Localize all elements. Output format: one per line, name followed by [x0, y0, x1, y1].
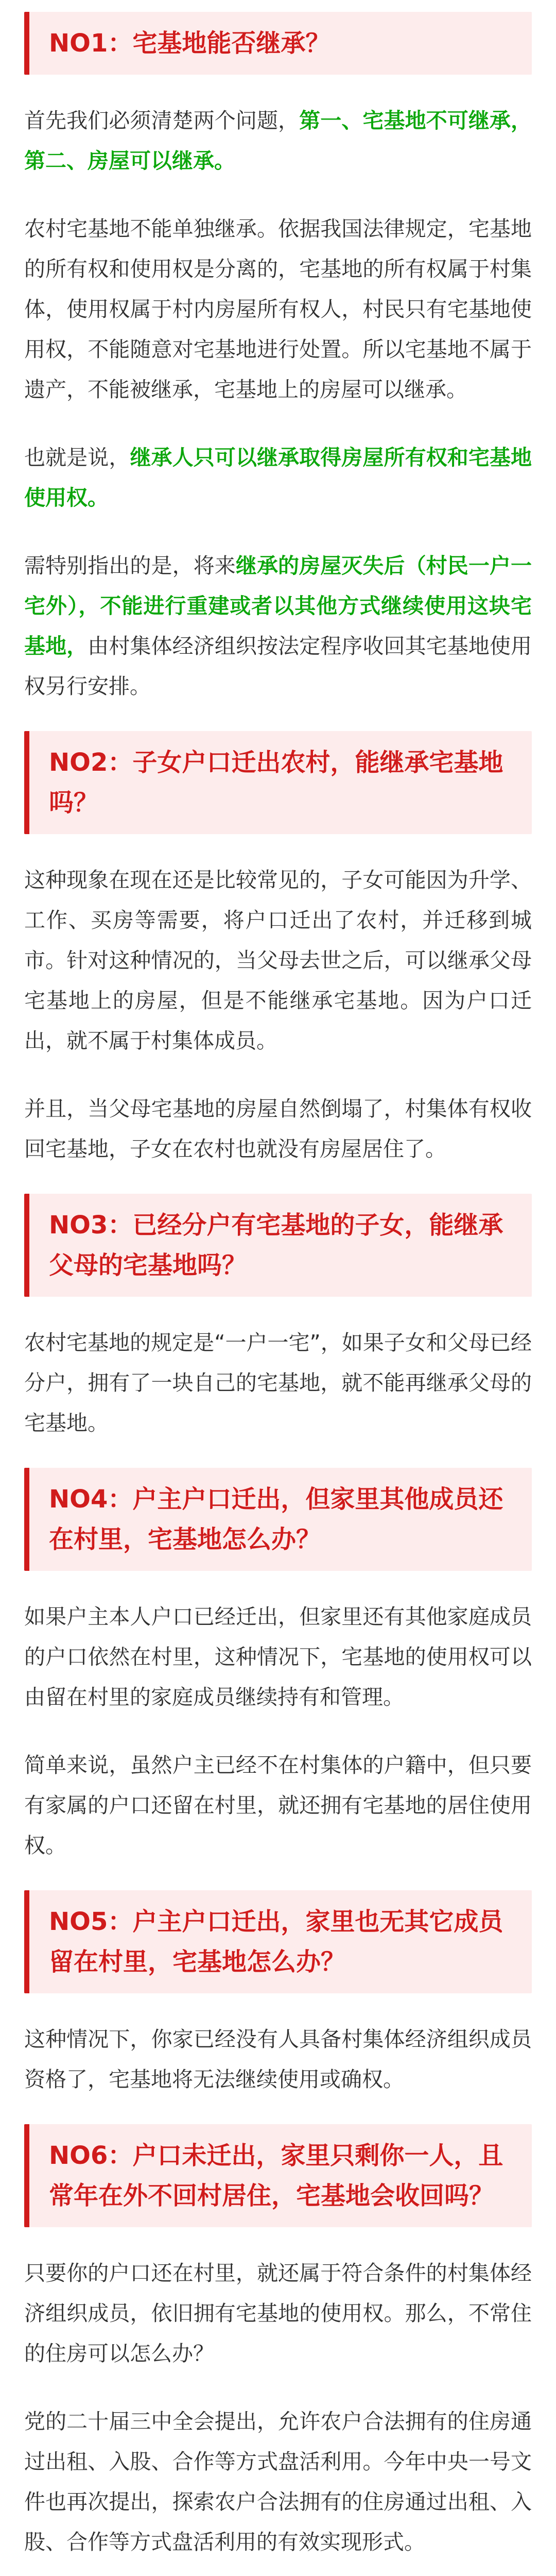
article-section — [24, 1468, 532, 1866]
article-section — [24, 12, 532, 706]
section-paragraph — [24, 1089, 532, 1169]
section-heading: NO2：子女户口迁出农村，能继承宅基地吗？ — [24, 731, 532, 834]
highlighted-text: 第一、宅基地不可继承，第二、房屋可以继承。 — [24, 108, 532, 173]
section-paragraph — [24, 2401, 532, 2562]
article — [0, 12, 556, 2576]
section-heading: NO5：户主户口迁出，家里也无其它成员留在村里，宅基地怎么办？ — [24, 1890, 532, 1993]
body-text: 农村宅基地的规定是“一户一宅”，如果子女和父母已经分户，拥有了一块自己的宅基地，就不能再继承父母的宅基地。 — [24, 1330, 532, 1435]
section-paragraph — [24, 860, 532, 1061]
article-section — [24, 731, 532, 1169]
section-heading: NO4：户主户口迁出，但家里其他成员还在村里，宅基地怎么办？ — [24, 1468, 532, 1571]
body-text: 简单来说，虽然户主已经不在村集体的户籍中，但只要有家属的户口还留在村里，就还拥有宅基地的居住使用权。 — [24, 1753, 532, 1858]
section-heading: NO1：宅基地能否继承？ — [24, 12, 532, 75]
section-paragraph — [24, 1745, 532, 1866]
section-heading: NO6：户口未迁出，家里只剩你一人，且常年在外不回村居住，宅基地会收回吗？ — [24, 2124, 532, 2227]
section-paragraph — [24, 1323, 532, 1443]
highlighted-text: 继承人只可以继承取得房屋所有权和宅基地使用权。 — [24, 445, 532, 510]
section-paragraph — [24, 2253, 532, 2374]
article-section — [24, 1194, 532, 1443]
body-text: 党的二十届三中全会提出，允许农户合法拥有的住房通过出租、入股、合作等方式盘活利用。今年中央一号文件也再次提出，探索农户合法拥有的住房通过出租、入股、合作等方式盘活利用的有效实现形式。 — [24, 2409, 532, 2554]
body-text: 只要你的户口还在村里，就还属于符合条件的村集体经济组织成员，依旧拥有宅基地的使用权。那么，不常住的住房可以怎么办？ — [24, 2261, 532, 2366]
body-text: 由村集体经济组织按法定程序收回其宅基地使用权另行安排。 — [24, 634, 532, 699]
body-text: 如果户主本人户口已经迁出，但家里还有其他家庭成员的户口依然在村里，这种情况下，宅基地的使用权可以由留在村里的家庭成员继续持有和管理。 — [24, 1604, 532, 1709]
section-heading: NO3：已经分户有宅基地的子女，能继承父母的宅基地吗？ — [24, 1194, 532, 1297]
body-text: 首先我们必须清楚两个问题， — [24, 108, 300, 133]
body-text: 也就是说， — [24, 445, 130, 470]
section-paragraph — [24, 437, 532, 518]
section-paragraph — [24, 209, 532, 410]
section-paragraph — [24, 546, 532, 706]
article-section — [24, 1890, 532, 2099]
highlighted-text: 继承的房屋灭失后（村民一户一宅外），不能进行重建或者以其他方式继续使用这块宅基地， — [24, 553, 532, 658]
article-section — [24, 2124, 532, 2576]
body-text: 农村宅基地不能单独继承。依据我国法律规定，宅基地的所有权和使用权是分离的，宅基地的所有权属于村集体，使用权属于村内房屋所有权人，村民只有宅基地使用权，不能随意对宅基地进行处置。所以宅基地不属于遗产，不能被继承，宅基地上的房屋可以继承。 — [24, 216, 532, 402]
section-paragraph — [24, 100, 532, 181]
body-text: 并且，当父母宅基地的房屋自然倒塌了，村集体有权收回宅基地，子女在农村也就没有房屋居住了。 — [24, 1096, 532, 1161]
body-text: 这种情况下，你家已经没有人具备村集体经济组织成员资格了，宅基地将无法继续使用或确权。 — [24, 2027, 532, 2092]
body-text: 这种现象在现在还是比较常见的，子女可能因为升学、工作、买房等需要，将户口迁出了农村，并迁移到城市。针对这种情况的，当父母去世之后，可以继承父母宅基地上的房屋，但是不能继承宅基地。因为户口迁出，就不属于村集体成员。 — [24, 868, 532, 1053]
section-paragraph — [24, 1597, 532, 1717]
body-text: 需特别指出的是，将来 — [24, 553, 236, 578]
section-paragraph — [24, 2019, 532, 2099]
